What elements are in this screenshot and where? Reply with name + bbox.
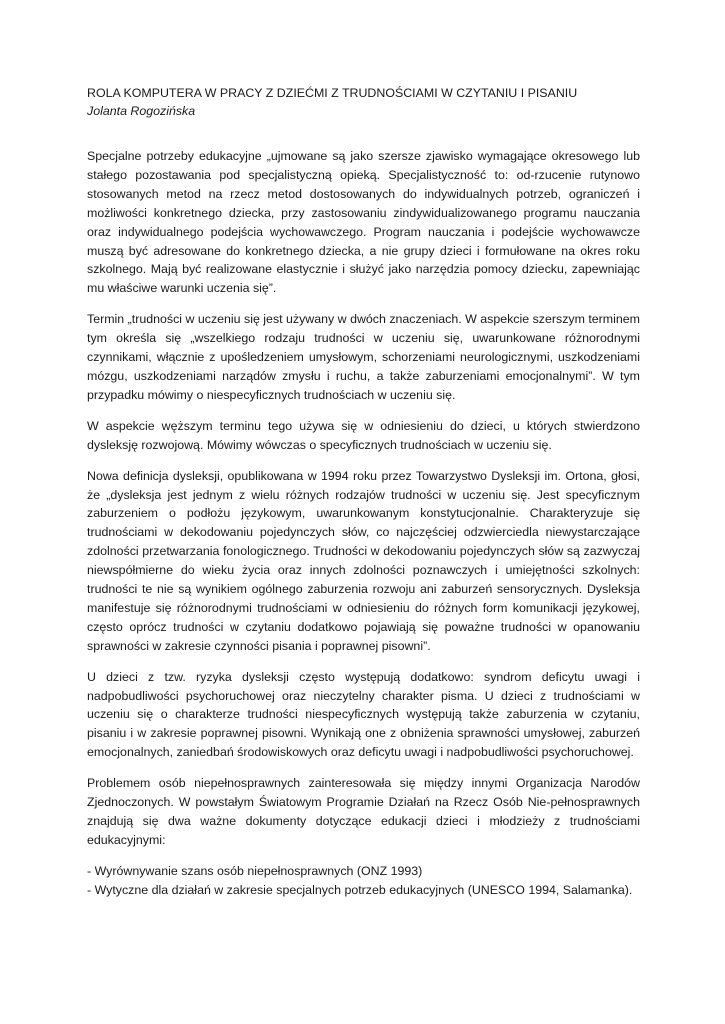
paragraph-dyslexia-definition: Nowa definicja dysleksji, opublikowana w 1994 roku przez Towarzystwo Dysleksji im. Ortona, głosi, że „dysleksja jest jednym z wielu różnych rodzajów trudności w uczeniu się. Jest specyficznym zaburzeniem o podłożu językowym, uwarunkowanym konstytucjonalnie. Charakteryzuje się trudnościami w dekodowaniu pojedynczych słów, co najczęściej odzwierciedla niewystarczające zdolności przetwarzania fonologicznego. Trudności w dekodowaniu pojedynczych słów są zazwyczaj niewspółmierne do wieku życia oraz innych zdolności poznawczych i umiejętności szkolnych: trudności te nie są wynikiem ogólnego zaburzenia rozwoju ani zaburzeń sensorycznych. Dysleksja manifestuje się różnorodnymi trudnościami w odniesieniu do różnych form komunikacji językowej, często oprócz trudności w czytaniu dodatkowo pojawiają się poważne trudności w opanowaniu sprawności w zakresie czynności pisania i poprawnej pisowni”. [87, 468, 640, 653]
document-author: Jolanta Rogozińska [87, 104, 196, 118]
paragraph-dyslexia-risk: U dzieci z tzw. ryzyka dysleksji często występują dodatkowo: syndrom deficytu uwagi i nadpobudliwości psychoruchowej oraz nieczytelny charakter pisma. U dzieci z trudnościami w uczeniu się o charakterze trudności niespecyficznych występują także zaburzenia w czytaniu, pisaniu i w zakresie poprawnej pisowni. Wynikają one z obniżenia sprawności umysłowej, zaburzeń emocjonalnych, zaniedbań środowiskowych oraz deficytu uwagi i nadpobudliwości psychoruchowej. [87, 669, 640, 760]
paragraph-narrow-aspect: W aspekcie węższym terminu tego używa się w odniesieniu do dzieci, u których stwierdzono dysleksję rozwojową. Mówimy wówczas o specyficznych trudnościach w uczeniu się. [87, 418, 640, 452]
list-item-onz: - Wyrównywanie szans osób niepełnosprawnych (ONZ 1993) [87, 863, 423, 878]
paragraph-learning-difficulties-term: Termin „trudności w uczeniu się jest używany w dwóch znaczeniach. W aspekcie szerszym terminem tym określa się „wszelkiego rodzaju trudności w uczeniu się, uwarunkowane różnorodnymi czynnikami, włącznie z upośledzeniem umysłowym, schorzeniami neurologicznymi, uszkodzeniami mózgu, uszkodzeniami narządów zmysłu i ruchu, a także zaburzeniami emocjonalnymi”. W tym przypadku mówimy o niespecyficznych trudnościach w uczeniu się. [87, 312, 640, 402]
list-item-unesco: - Wytyczne dla działań w zakresie specjalnych potrzeb edukacyjnych (UNESCO 1994, Salamanka). [87, 882, 633, 897]
document-page [87, 84, 640, 900]
paragraph-un-programme: Problemem osób niepełnosprawnych zainteresowała się między innymi Organizacja Narodów Zjednoczonych. W powstałym Światowym Programie Działań na Rzecz Osób Nie-pełnosprawnych znajdują się dwa ważne dokumenty dotyczące edukacji dzieci i młodzieży z trudnościami edukacyjnymi: [87, 776, 640, 847]
paragraph-special-needs: Specjalne potrzeby edukacyjne „ujmowane są jako szersze zjawisko wymagające okresowego lub stałego pozostawania pod specjalistyczną opieką. Specjalistyczność to: od-rzucenie rutynowo stosowanych metod na rzecz metod dostosowanych do indywidualnych potrzeb, ograniczeń i możliwości konkretnego dziecka, przy zastosowaniu zindywidualizowanego programu nauczania oraz indywidualnego podejścia wychowawczego. Program nauczania i podejście wychowawcze muszą być adresowane do konkretnego dziecka, a nie grupy dzieci i formułowane na okres roku szkolnego. Mają być realizowane elastycznie i służyć jako narzędzia pomocy dziecku, zapewniając mu właściwe warunki uczenia się”. [87, 149, 640, 296]
document-title: ROLA KOMPUTERA W PRACY Z DZIEĆMI Z TRUDNOŚCIAMI W CZYTANIU I PISANIU [87, 86, 578, 100]
